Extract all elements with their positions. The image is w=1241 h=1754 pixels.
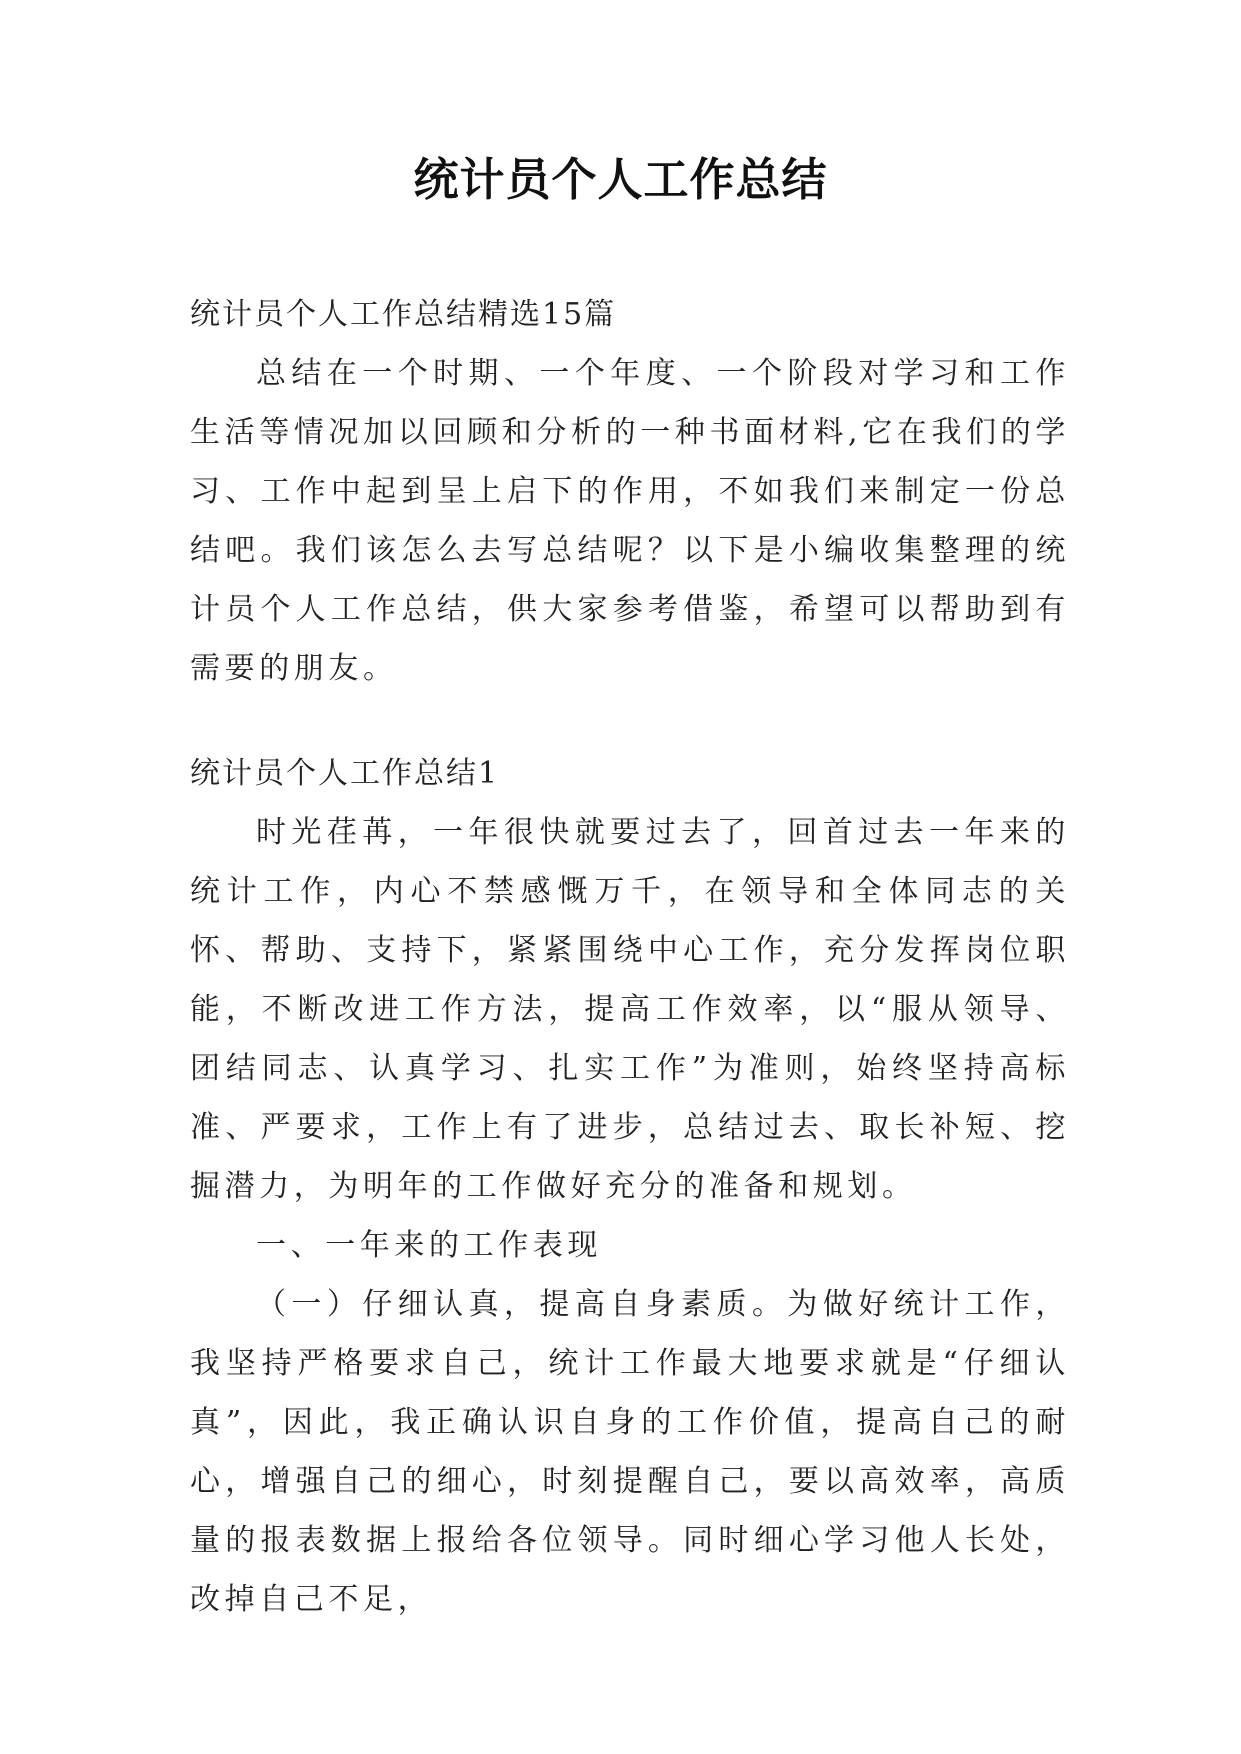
section-paragraph: （一）仔细认真，提高自身素质。为做好统计工作，我坚持严格要求自己，统计工作最大地要求就是“仔细认真”，因此，我正确认识自身的工作价值，提高自己的耐心，增强自己的细心，时刻提醒自己，要以高效率，高质量的报表数据上报给各位领导。同时细心学习他人长处，改掉自己不足， [190,1287,1070,1617]
intro-heading: 统计员个人工作总结精选15篇 [190,297,617,332]
section-paragraph: 时光荏苒，一年很快就要过去了，回首过去一年来的统计工作，内心不禁感慨万千，在领导和全体同志的关怀、帮助、支持下，紧紧围绕中心工作，充分发挥岗位职能，不断改进工作方法，提高工作效率，以“服从领导、团结同志、认真学习、扎实工作”为准则，始终坚持高标准、严要求，工作上有了进步，总结过去、取长补短、挖掘潜力，为明年的工作做好充分的准备和规划。 [190,815,1070,1204]
page-title: 统计员个人工作总结 [413,153,828,206]
subsection-heading: 一、一年来的工作表现 [256,1228,602,1263]
section-heading: 统计员个人工作总结1 [190,756,500,791]
section-body [190,803,1070,1629]
intro-paragraph: 总结在一个时期、一个年度、一个阶段对学习和工作生活等情况加以回顾和分析的一种书面材料,它在我们的学习、工作中起到呈上启下的作用，不如我们来制定一份总结吧。我们该怎么去写总结呢？以下是小编收集整理的统计员个人工作总结，供大家参考借鉴，希望可以帮助到有需要的朋友。 [190,356,1070,686]
